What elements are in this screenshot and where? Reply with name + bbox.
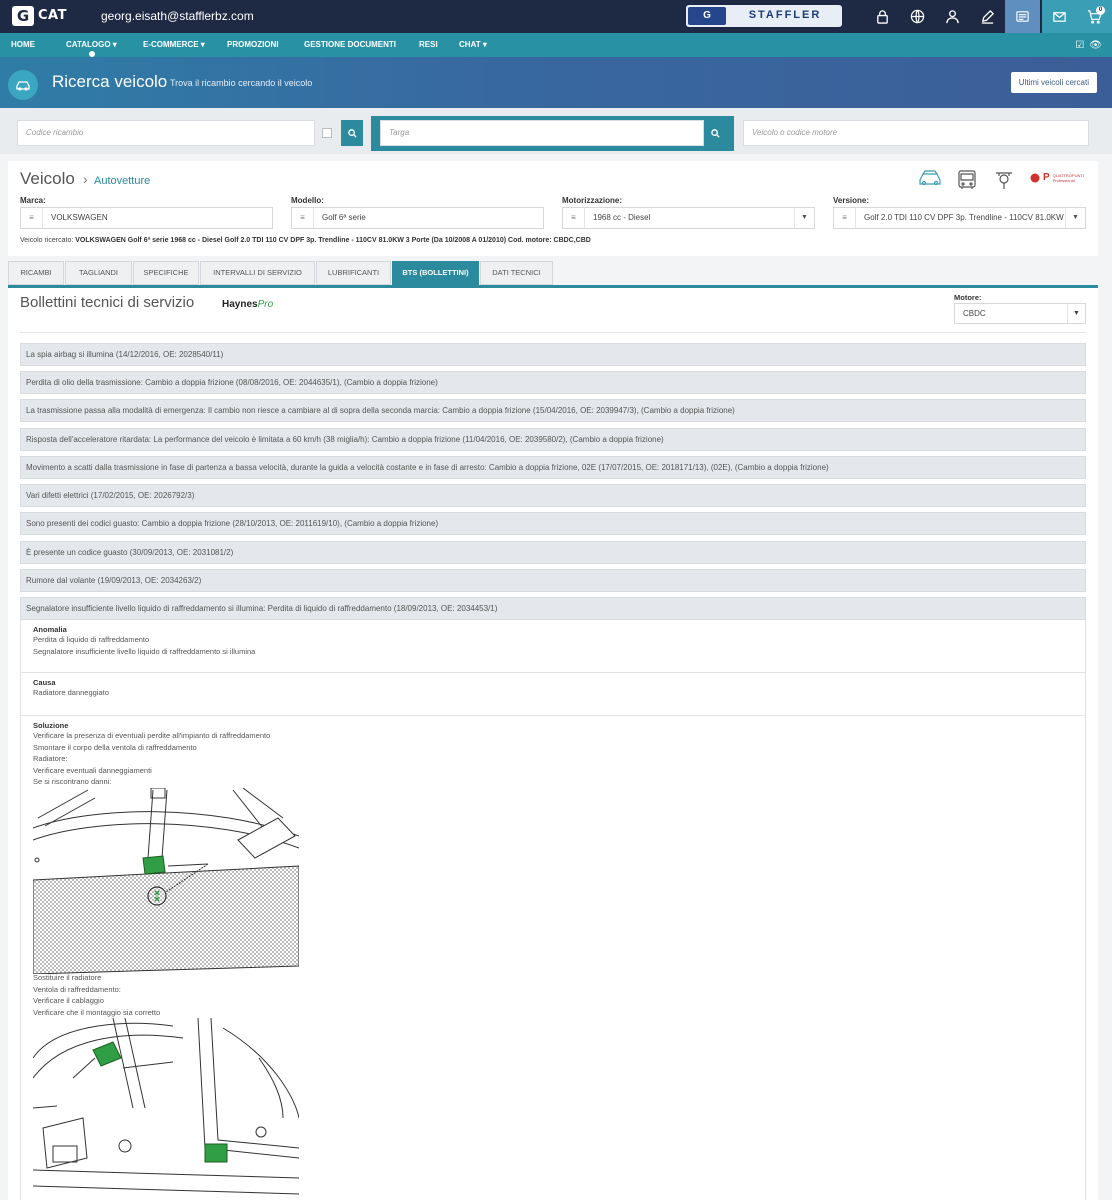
motor-select[interactable] — [954, 303, 1086, 324]
page-subtitle: Trova il ricambio cercando il veicolo — [170, 78, 313, 88]
marca-select[interactable] — [20, 207, 273, 229]
menu-icon: ≡ — [834, 208, 856, 228]
qp-icon — [1030, 173, 1040, 183]
quattropunti-logo[interactable]: P QUATTROPUNTI Professional — [1030, 172, 1079, 183]
cart-icon[interactable] — [1077, 0, 1112, 33]
cart-count-badge: 0 — [1096, 6, 1105, 15]
bulletin-row[interactable]: Risposta dell'acceleratore ritardata: La performance del veicolo è limitata a 60 km/h (38 miglia/h): Cambio a doppia frizione (11/04/2016, OE: 2039580/2), (Cambio a doppia frizione) — [20, 428, 1086, 451]
soluzione-title: Soluzione — [33, 721, 69, 730]
bulletin-row-expanded[interactable]: Segnalatore insufficiente livello liquido di raffreddamento si illumina: Perdita di liquido di raffreddamento (18/09/2013, OE: 2034453/1) — [20, 597, 1086, 620]
nav-catalogo[interactable]: CATALOGO ▾ — [66, 40, 117, 49]
targa-search-button[interactable] — [704, 120, 726, 146]
motor-label: Motore: — [954, 293, 982, 302]
nav-resi[interactable]: RESI — [419, 40, 438, 49]
modello-select[interactable] — [291, 207, 544, 229]
causa-title: Causa — [33, 678, 56, 687]
menu-icon: ≡ — [292, 208, 314, 228]
tab-bts-bollettini[interactable]: BTS (BOLLETTINI) — [392, 261, 479, 285]
part-code-input[interactable]: Codice ricambio — [17, 120, 315, 146]
main-nav — [0, 33, 1112, 57]
eye-icon[interactable]: 👁 — [1089, 40, 1102, 51]
radiator-diagram — [33, 788, 299, 974]
vehicle-title: Veicolo — [20, 169, 75, 188]
tab-ricambi[interactable]: RICAMBI — [8, 261, 64, 285]
page-title: Ricerca veicolo — [52, 72, 168, 91]
checkbox-icon[interactable]: ☑ — [1075, 40, 1085, 51]
bulletin-row[interactable]: La spia airbag si illumina (14/12/2016, OE: 2028540/11) — [20, 343, 1086, 366]
vehicle-engine-input[interactable]: Veicolo o codice motore — [743, 120, 1089, 146]
soluzione-line: Smontare il corpo della ventola di raffreddamento — [33, 742, 197, 752]
solution-step: Ventola di raffreddamento: — [33, 984, 121, 994]
menu-icon: ≡ — [21, 208, 43, 228]
anomalia-title: Anomalia — [33, 625, 67, 634]
globe-icon[interactable] — [900, 0, 935, 33]
car-type-icon[interactable] — [918, 169, 942, 189]
user-email: georg.eisath@stafflerbz.com — [101, 9, 254, 23]
searched-vehicle-label: Veicolo ricercato: — [20, 237, 74, 244]
menu-icon: ≡ — [563, 208, 585, 228]
truck-type-icon[interactable] — [956, 169, 978, 193]
tab-dati-tecnici[interactable]: DATI TECNICI — [480, 261, 553, 285]
solution-step: Sostituire il radiatore — [33, 973, 102, 982]
solution-step: Verificare il cablaggio — [33, 996, 104, 1005]
page-header — [0, 57, 1112, 108]
causa-section — [20, 673, 1086, 716]
bulletin-row[interactable]: Vari difetti elettrici (17/02/2015, OE: 2026792/3) — [20, 484, 1086, 507]
logo-text: CAT — [38, 8, 67, 23]
part-code-search-button[interactable] — [341, 120, 363, 146]
nav-tools — [1075, 40, 1102, 51]
anomalia-section — [20, 620, 1086, 673]
part-code-checkbox[interactable] — [322, 128, 332, 138]
staffler-brand[interactable] — [686, 5, 842, 27]
fan-wiring-diagram — [33, 1018, 299, 1200]
searched-vehicle-value: VOLKSWAGEN Golf 6ª serie 1968 cc - Diesel Golf 2.0 TDI 110 CV DPF 3p. Trendline - 110CV 81.0KW 3 Porte (Da 10/2008 A 01/2010) Cod. motore: CBDC,CBD — [75, 237, 591, 244]
motorcycle-type-icon[interactable] — [993, 169, 1015, 193]
user-icon[interactable] — [935, 0, 970, 33]
motorizzazione-label: Motorizzazione: — [562, 196, 622, 205]
bulletin-row[interactable]: La trasmissione passa alla modalità di emergenza: Il cambio non riesce a cambiare al di sopra della seconda marcia: Cambio a doppia frizione (15/04/2016, OE: 2039947/3), (Cambio a doppia frizione) — [20, 399, 1086, 422]
soluzione-line: Verificare la presenza di eventuali perdite all'impianto di raffreddamento — [33, 731, 271, 740]
tab-intervalli-di-servizio[interactable]: INTERVALLI DI SERVIZIO — [200, 261, 315, 285]
versione-label: Versione: — [833, 196, 870, 205]
bulletin-row[interactable]: Rumore dal volante (19/09/2013, OE: 2034263/2) — [20, 569, 1086, 592]
logo-g: G — [12, 6, 34, 26]
qp-text: QUATTROPUNTI Professional — [1052, 172, 1084, 183]
haynes-text: Haynes — [222, 299, 258, 310]
motorizzazione-select[interactable] — [562, 207, 815, 229]
versione-value: Golf 2.0 TDI 110 CV DPF 3p. Trendline - 110CV 81.0KW — [864, 213, 1064, 222]
bts-content — [8, 288, 1098, 1200]
brand-name: STAFFLER — [748, 9, 822, 21]
modello-label: Modello: — [291, 196, 324, 205]
nav-ecommerce[interactable]: E-COMMERCE ▾ — [143, 40, 205, 49]
chevron-down-icon[interactable]: ▼ — [794, 208, 814, 228]
modello-value: Golf 6ª serie — [322, 213, 366, 222]
haynespro-logo — [222, 299, 273, 310]
soluzione-line: Se si riscontrano danni: — [33, 777, 112, 786]
vehicle-category-link[interactable]: Autovetture — [94, 175, 151, 187]
soluzione-line: Verificare eventuali danneggiamenti — [33, 765, 152, 775]
lock-icon[interactable] — [865, 0, 900, 33]
chevron-down-icon[interactable]: ▼ — [1065, 208, 1085, 228]
anomalia-line: Segnalatore insufficiente livello liquido di raffreddamento si illumina — [33, 646, 256, 656]
motor-value: CBDC — [963, 309, 986, 318]
versione-select[interactable] — [833, 207, 1086, 229]
bulletin-row[interactable]: È presente un codice guasto (30/09/2013, OE: 2031081/2) — [20, 541, 1086, 564]
tab-tagliandi[interactable]: TAGLIANDI — [65, 261, 132, 285]
bulletin-row[interactable]: Perdita di olio della trasmissione: Cambio a doppia frizione (08/08/2016, OE: 2044635/1), (Cambio a doppia frizione) — [20, 371, 1086, 394]
top-bar — [0, 0, 1112, 33]
solution-step: Verificare che il montaggio sia corretto — [33, 1007, 161, 1017]
bts-title: Bollettini tecnici di servizio — [20, 294, 195, 311]
marca-label: Marca: — [20, 196, 46, 205]
recent-vehicles-button[interactable]: Ultimi veicoli cercati — [1011, 72, 1097, 93]
car-icon — [8, 70, 38, 100]
nav-chat[interactable]: CHAT ▾ — [459, 40, 487, 49]
gcat-logo[interactable] — [12, 6, 76, 26]
brand-logo: G — [688, 7, 726, 25]
divider — [20, 332, 1086, 333]
causa-line: Radiatore danneggiato — [33, 688, 109, 697]
marca-value: VOLKSWAGEN — [51, 213, 108, 222]
soluzione-section — [20, 716, 1086, 1200]
pencil-icon[interactable] — [970, 0, 1005, 33]
anomalia-line: Perdita di liquido di raffreddamento — [33, 635, 150, 644]
targa-input[interactable]: Targa — [380, 120, 704, 146]
chevron-right-icon: › — [83, 171, 88, 187]
nav-promozioni[interactable]: PROMOZIONI — [227, 40, 279, 49]
catalog-icon[interactable] — [1005, 0, 1040, 33]
bulletin-row[interactable]: Sono presenti dei codici guasto: Cambio a doppia frizione (28/10/2013, OE: 2011619/10), (Cambio a doppia frizione) — [20, 512, 1086, 535]
bulletin-row[interactable]: Movimento a scatti dalla trasmissione in fase di partenza a bassa velocità, durante la guida a velocità costante e in fase di arresto: Cambio a doppia frizione, 02E (17/07/2015, OE: 2018171/13), (02E), (Cambio a doppia frizione) — [20, 456, 1086, 479]
tab-specifiche[interactable]: SPECIFICHE — [133, 261, 199, 285]
tab-lubrificanti[interactable]: LUBRIFICANTI — [316, 261, 391, 285]
soluzione-line: Radiatore: — [33, 754, 68, 763]
motorizzazione-value: 1968 cc - Diesel — [593, 213, 651, 222]
chevron-down-icon[interactable]: ▼ — [1067, 304, 1085, 323]
pro-text: Pro — [257, 299, 274, 310]
searched-vehicle — [20, 237, 591, 244]
mail-icon[interactable] — [1042, 0, 1077, 33]
search-icon — [348, 129, 357, 138]
nav-gestione-documenti[interactable]: GESTIONE DOCUMENTI — [304, 40, 397, 49]
vehicle-panel — [8, 161, 1098, 256]
nav-home[interactable]: HOME — [11, 40, 35, 49]
search-icon — [711, 129, 720, 138]
